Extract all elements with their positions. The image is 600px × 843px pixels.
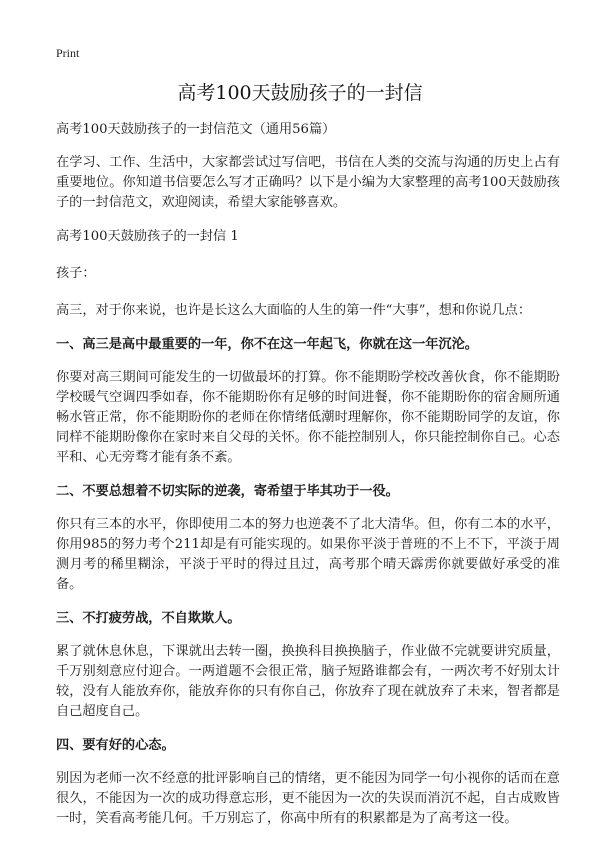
salutation: 孩子： [56, 266, 96, 281]
section-heading-4: 四、要有好的心态。 [56, 738, 175, 753]
intro-paragraph: 在学习、工作、生活中，大家都尝试过写信吧，书信在人类的交流与沟通的历史上占有重要地位。你知道书信要怎么写才正确吗？以下是小编为大家整理的高考100天鼓励孩子的一封信范文，欢迎阅读，希望大家能够喜欢。 [56, 155, 560, 210]
section-heading-2: 二、不要总想着不切实际的逆袭，寄希望于毕其功于一役。 [56, 484, 399, 499]
letter-heading: 高考100天鼓励孩子的一封信 1 [56, 229, 239, 244]
opening-paragraph: 高三，对于你来说，也许是长这么大面临的人生的第一件“大事”，想和你说几点： [56, 303, 532, 318]
section-body-4: 别因为老师一次不经意的批评影响自己的情绪，更不能因为同学一句小视你的话而在意很久，不能因为一次的成功得意忘形，更不能因为一次的失误而消沉不起，自古成败皆一时，笑看高考能几何。千万别忘了，你高中所有的积累都是为了高考这一役。 [56, 771, 560, 826]
section-body-3: 累了就休息休息，下课就出去转一圈，换换科目换换脑子，作业做不完就要讲究质量，千万别刻意应付迎合。一两道题不会很正常，脑子短路谁都会有，一两次考不好别太计较，没有人能放弃你，能放弃你的只有你自己，你放弃了现在就放弃了未来，智者都是自己超度自己。 [56, 644, 560, 719]
section-body-1: 你要对高三期间可能发生的一切做最坏的打算。你不能期盼学校改善伙食，你不能期盼学校暖气空调四季如春，你不能期盼你有足够的时间进餐，你不能期盼你的宿舍厕所通畅水管正常，你不能期盼你的老师在你情绪低潮时理解你，你不能期盼同学的友谊，你同样不能期盼像你在家时来自父母的关怀。你不能控制别人，你只能控制你自己。心态平和、心无旁骛才能有条不紊。 [56, 370, 560, 465]
page-title: 高考100天鼓励孩子的一封信 [177, 82, 423, 104]
section-heading-3: 三、不打疲劳战，不自欺欺人。 [56, 611, 241, 626]
article-subtitle: 高考100天鼓励孩子的一封信范文（通用56篇） [56, 122, 336, 137]
section-heading-1: 一、高三是高中最重要的一年，你不在这一年起飞，你就在这一年沉沦。 [56, 337, 478, 352]
section-body-2: 你只有三本的水平，你即使用二本的努力也逆袭不了北大清华。但，你有二本的水平，你用985的努力考个211却是有可能实现的。如果你平淡于普班的不上不下，平淡于周测月考的稀里糊涂，平淡于平时的得过且过，高考那个晴天霹雳你就要做好承受的准备。 [56, 517, 560, 592]
print-link[interactable]: Print [56, 46, 80, 60]
article-body [56, 120, 560, 843]
